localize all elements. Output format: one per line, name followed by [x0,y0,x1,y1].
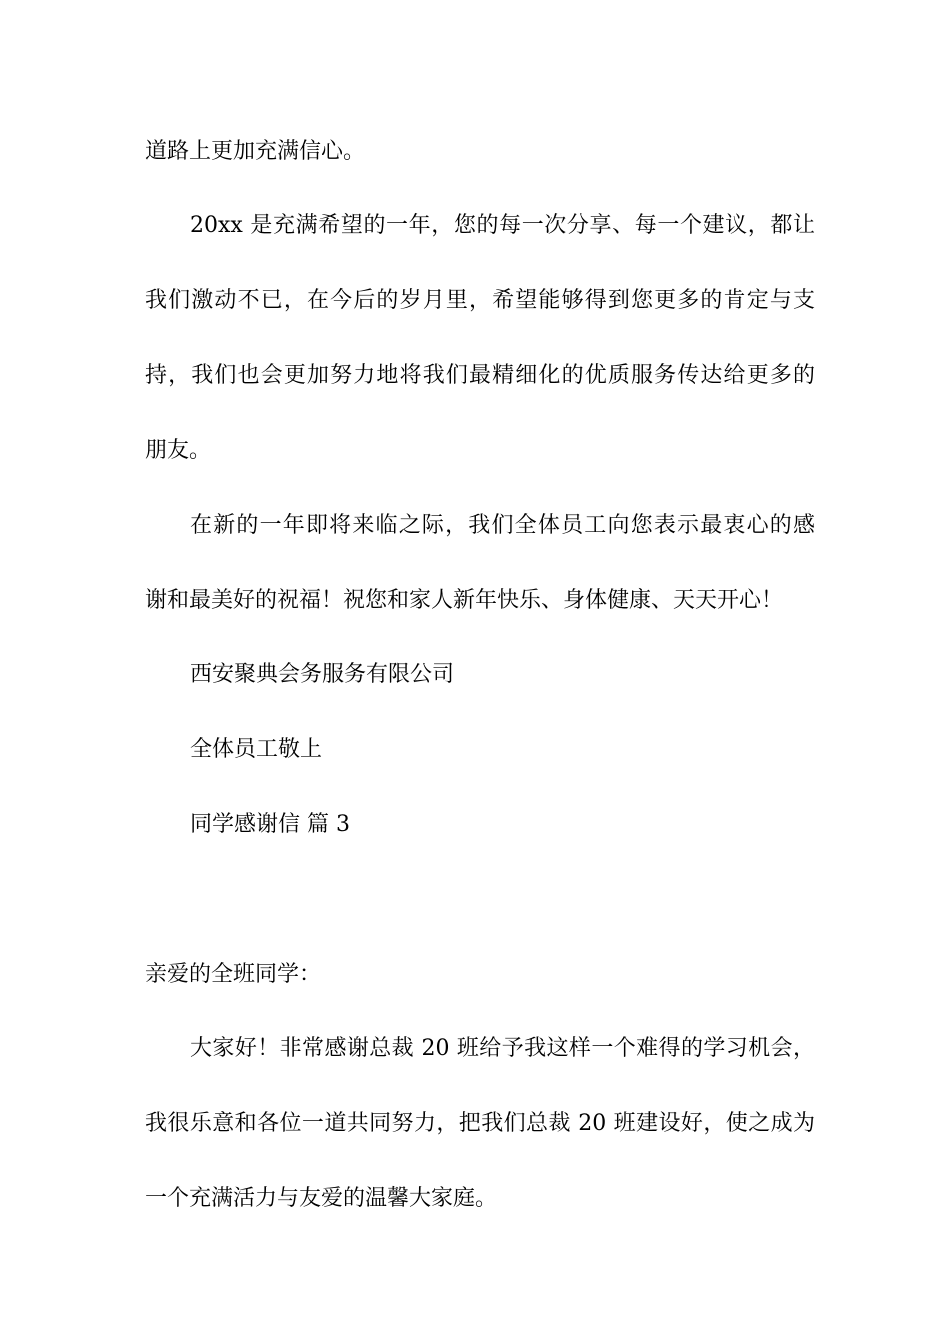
paragraph-line: 我很乐意和各位一道共同努力，把我们总裁 20 班建设好，使之成为 [145,1111,815,1136]
paragraph-line: 朋友。 [145,438,212,463]
salutation: 亲爱的全班同学： [145,962,322,987]
paragraph-line: 大家好！非常感谢总裁 20 班给予我这样一个难得的学习机会， [190,1036,815,1061]
paragraph-line: 我们激动不已，在今后的岁月里，希望能够得到您更多的肯定与支 [145,288,815,313]
section-heading: 同学感谢信 篇 3 [190,812,350,837]
paragraph-line: 道路上更加充满信心。 [145,139,366,164]
paragraph-line: 一个充满活力与友爱的温馨大家庭。 [145,1186,498,1211]
signature-staff: 全体员工敬上 [190,737,323,762]
signature-company: 西安聚典会务服务有限公司 [190,662,455,687]
paragraph-line: 谢和最美好的祝福！祝您和家人新年快乐、身体健康、天天开心！ [145,588,784,613]
paragraph-line: 20xx 是充满希望的一年，您的每一次分享、每一个建议，都让 [190,213,815,238]
paragraph-line: 在新的一年即将来临之际，我们全体员工向您表示最衷心的感 [190,513,815,538]
paragraph-line: 持，我们也会更加努力地将我们最精细化的优质服务传达给更多的 [145,363,815,388]
